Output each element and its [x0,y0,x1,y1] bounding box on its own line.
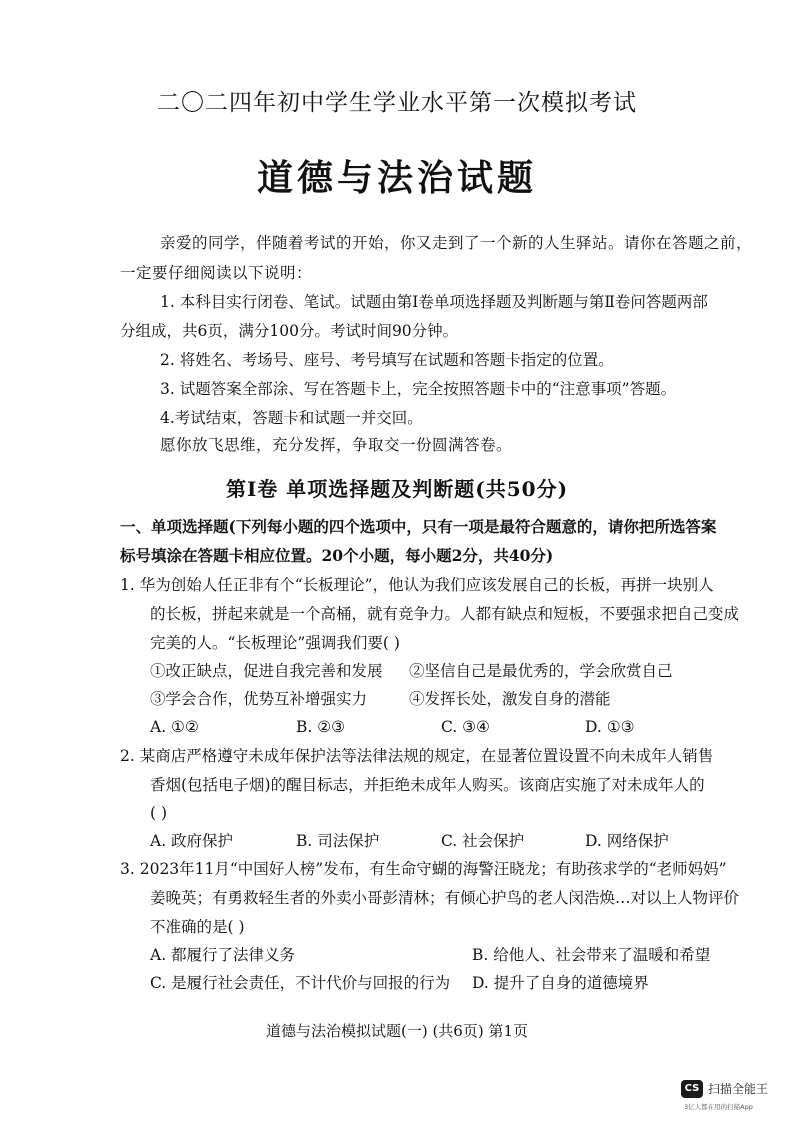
question-1-item2: ②坚信自己是最优秀的，学会欣赏自己 [409,662,673,680]
question-2-option-d: D. 网络保护 [585,832,669,850]
question-3-option-b: B. 给他人、社会带来了温暖和希望 [472,946,711,964]
question-2-option-b: B. 司法保护 [296,832,380,850]
intro-closing: 愿你放飞思维，充分发挥，争取交一份圆满答卷。 [160,436,513,454]
instruction-line2: 标号填涂在答题卡相应位置。20个小题，每小题2分，共40分) [120,546,554,565]
watermark-app-name: 扫描全能王 [708,1082,769,1096]
instruction-line1: 一、单项选择题(下列每小题的四个选项中，只有一项是最符合题意的，请你把所选答案 [120,517,717,536]
subject-title: 道德与法治试题 [256,157,537,199]
question-1-line2: 的长板，拼起来就是一个高桶，就有竞争力。人都有缺点和短板，不要强求把自己变成 [150,605,740,623]
question-3-line3: 不准确的是( ) [150,918,245,936]
intro-greeting-line1: 亲爱的同学，伴随着考试的开始，你又走到了一个新的人生驿站。请你在答题之前， [160,234,753,252]
intro-greeting-line2: 一定要仔细阅读以下说明： [120,264,313,282]
exam-title: 二〇二四年初中学生学业水平第一次模拟考试 [157,90,637,116]
section-title: 第Ⅰ卷 单项选择题及判断题(共50分) [225,477,569,501]
question-3-option-d: D. 提升了自身的道德境界 [472,974,649,992]
question-3-option-c: C. 是履行社会责任，不计代价与回报的行为 [150,974,451,992]
question-1-line1: 1. 华为创始人任正非有个“长板理论”，他认为我们应该发展自己的长板，再拼一块别人 [120,576,714,594]
rule-1-line2: 分组成，共6页，满分100分。考试时间90分钟。 [120,322,459,340]
rule-1-line1: 1. 本科目实行闭卷、笔试。试题由第Ⅰ卷单项选择题及判断题与第Ⅱ卷问答题两部 [160,293,708,311]
question-1-item4: ④发挥长处，激发自身的潜能 [409,690,611,708]
question-1-item1: ①改正缺点，促进自我完善和发展 [150,662,383,680]
camscanner-logo-icon: CS [681,1080,703,1098]
question-2-option-a: A. 政府保护 [150,832,234,850]
question-2-line3: ( ) [150,804,168,822]
question-1-option-a: A. ①② [150,718,199,736]
question-3-line1: 3. 2023年11月“中国好人榜”发布，有生命守蝴的海警汪晓龙；有助孩求学的“老师妈妈” [120,860,727,878]
rule-4: 4.考试结束，答题卡和试题一并交回。 [160,409,423,427]
rule-2: 2. 将姓名、考场号、座号、考号填写在试题和答题卡指定的位置。 [160,351,614,369]
question-3-option-a: A. 都履行了法律义务 [150,946,296,964]
question-2-line1: 2. 某商店严格遵守未成年保护法等法律法规的规定，在显著位置设置不向未成年人销售 [120,747,714,765]
question-1-line3: 完美的人。“长板理论”强调我们要( ) [150,634,400,652]
rule-3: 3. 试题答案全部涂、写在答题卡上，完全按照答题卡中的“注意事项”答题。 [160,380,677,398]
question-2-option-c: C. 社会保护 [441,832,525,850]
page-footer: 道德与法治模拟试题(一) (共6页) 第1页 [265,1022,529,1040]
question-1-item3: ③学会合作，优势互补增强实力 [150,690,368,708]
watermark-slogan: 3亿人都在用的扫描App [684,1103,753,1111]
question-2-line2: 香烟(包括电子烟)的醒目标志，并拒绝未成年人购买。该商店实施了对未成年人的 [150,776,705,794]
question-3-line2: 姜晚英；有勇救轻生者的外卖小哥彭清林；有倾心护鸟的老人闵浩焕…对以上人物评价 [150,889,740,907]
question-1-option-d: D. ①③ [585,718,635,736]
question-1-option-b: B. ②③ [296,718,346,736]
question-1-option-c: C. ③④ [441,718,490,736]
